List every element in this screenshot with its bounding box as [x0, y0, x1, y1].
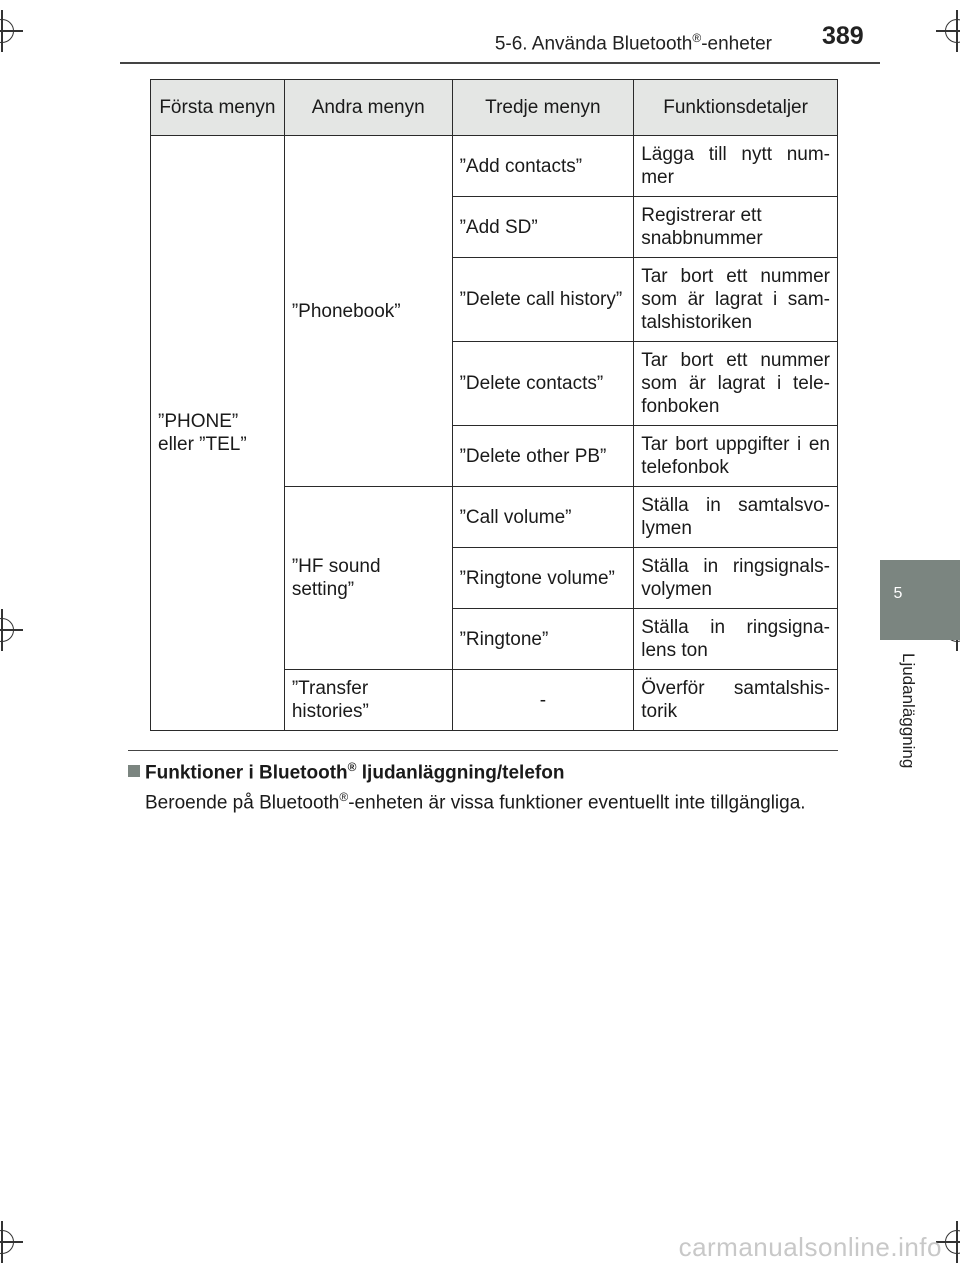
registration-mark-bottom-right — [940, 1225, 960, 1259]
cell-detail: Ställa in ringsignals-volymen — [634, 548, 838, 609]
cell-third-menu: ”Ringtone volume” — [452, 548, 634, 609]
bullet-square-icon — [128, 765, 140, 777]
cell-third-menu: ”Ringtone” — [452, 609, 634, 670]
cell-third-menu: ”Add contacts” — [452, 136, 634, 197]
cell-third-menu: ”Call volume” — [452, 487, 634, 548]
header-function-details: Funktionsdetaljer — [634, 80, 838, 136]
cell-third-menu: ”Delete other PB” — [452, 426, 634, 487]
cell-transfer-histories: ”Transfer histories” — [284, 670, 452, 731]
cell-detail: Tar bort ett nummer som är lagrat i tele-fonboken — [634, 342, 838, 426]
section-body-text: Beroende på Bluetooth®-enheten är vissa funktioner eventuellt inte tillgängliga. — [145, 790, 806, 814]
cell-detail: Registrerar ett snabbnummer — [634, 197, 838, 258]
table-header-row — [151, 80, 838, 136]
header-first-menu: Första menyn — [151, 80, 285, 136]
cell-third-menu: ”Add SD” — [452, 197, 634, 258]
chapter-label: Ljudanläggning — [899, 653, 918, 769]
cell-detail: Överför samtalshis-torik — [634, 670, 838, 731]
table-row — [151, 136, 838, 197]
page-number: 389 — [822, 22, 864, 50]
section-rule — [128, 750, 838, 751]
cell-detail: Lägga till nytt num-mer — [634, 136, 838, 197]
cell-no-third-menu: - — [452, 670, 634, 731]
cell-detail: Tar bort uppgifter i en telefonbok — [634, 426, 838, 487]
header-rule — [120, 62, 880, 64]
cell-detail: Ställa in ringsigna-lens ton — [634, 609, 838, 670]
cell-hf-sound-setting: ”HF sound setting” — [284, 487, 452, 670]
cell-third-menu: ”Delete call history” — [452, 258, 634, 342]
section-heading: Funktioner i Bluetooth® ljudanläggning/telefon — [128, 760, 564, 784]
cell-third-menu: ”Delete contacts” — [452, 342, 634, 426]
cell-detail: Tar bort ett nummer som är lagrat i sam-talshistoriken — [634, 258, 838, 342]
cell-phonebook: ”Phonebook” — [284, 136, 452, 487]
registration-mark-bottom-left — [0, 1225, 19, 1259]
header-third-menu: Tredje menyn — [452, 80, 634, 136]
phone-menu-table — [150, 79, 838, 731]
watermark: carmanualsonline.info — [678, 1232, 942, 1262]
section-title: 5-6. Använda Bluetooth®-enheter — [494, 31, 772, 55]
registration-mark-mid-left — [0, 613, 19, 647]
registration-mark-top-right — [940, 14, 960, 48]
chapter-number: 5 — [893, 585, 903, 602]
header-second-menu: Andra menyn — [284, 80, 452, 136]
cell-detail: Ställa in samtalsvo-lymen — [634, 487, 838, 548]
cell-first-menu: ”PHONE” eller ”TEL” — [151, 136, 285, 731]
registration-mark-top-left — [0, 14, 19, 48]
